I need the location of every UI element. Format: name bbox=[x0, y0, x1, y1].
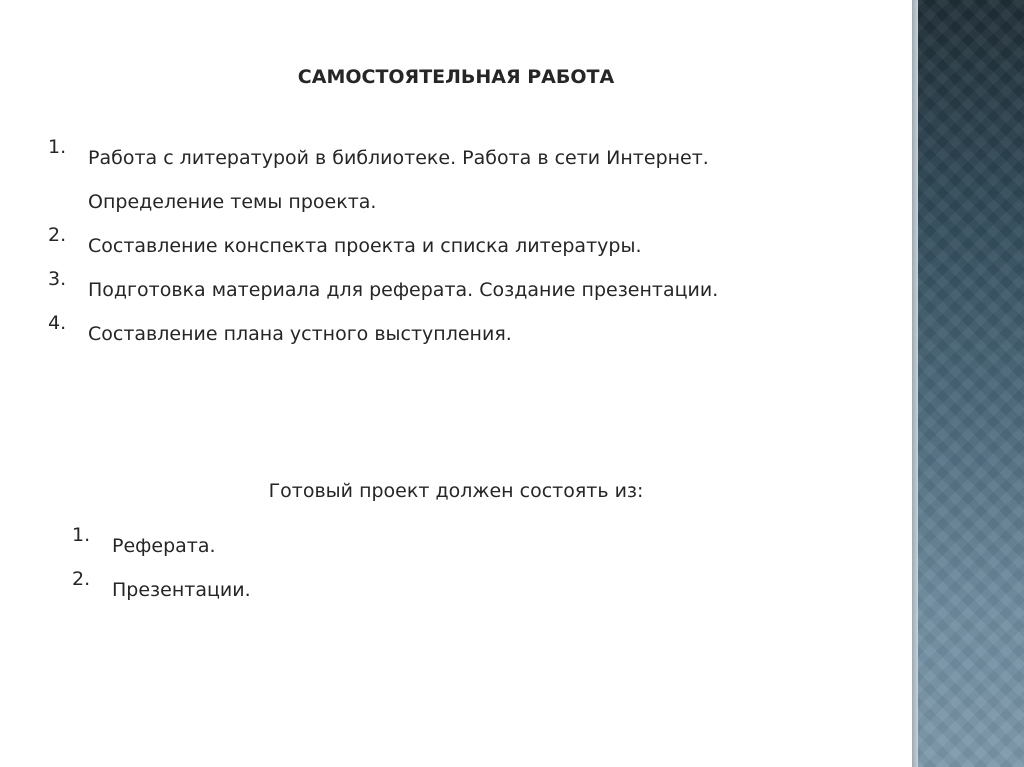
task-number: 1. bbox=[48, 136, 67, 158]
project-parts-list bbox=[72, 524, 672, 612]
task-text: Составление конспекта проекта и списка литературы. bbox=[88, 235, 642, 257]
part-number: 1. bbox=[72, 524, 91, 546]
task-number: 4. bbox=[48, 312, 67, 334]
task-text: Составление плана устного выступления. bbox=[88, 323, 512, 345]
task-text: Работа с литературой в библиотеке. Работа в сети Интернет. bbox=[88, 147, 709, 169]
side-panel-edge bbox=[912, 0, 918, 767]
task-item-1 bbox=[48, 136, 888, 224]
project-part-item-1 bbox=[72, 524, 672, 568]
task-number: 2. bbox=[48, 224, 67, 246]
task-number: 3. bbox=[48, 268, 67, 290]
part-text: Реферата. bbox=[112, 535, 216, 557]
slide-title: САМОСТОЯТЕЛЬНАЯ РАБОТА bbox=[297, 66, 615, 88]
task-item-3 bbox=[48, 268, 888, 312]
decorative-side-panel bbox=[912, 0, 1024, 767]
task-text-continuation: Определение темы проекта. bbox=[88, 191, 377, 213]
part-text: Презентации. bbox=[112, 579, 251, 601]
project-composition-heading: Готовый проект должен состоять из: bbox=[268, 480, 644, 502]
task-item-4 bbox=[48, 312, 888, 356]
task-item-2 bbox=[48, 224, 888, 268]
part-number: 2. bbox=[72, 568, 91, 590]
task-list bbox=[48, 136, 888, 356]
task-text: Подготовка материала для реферата. Создание презентации. bbox=[88, 279, 719, 301]
project-part-item-2 bbox=[72, 568, 672, 612]
